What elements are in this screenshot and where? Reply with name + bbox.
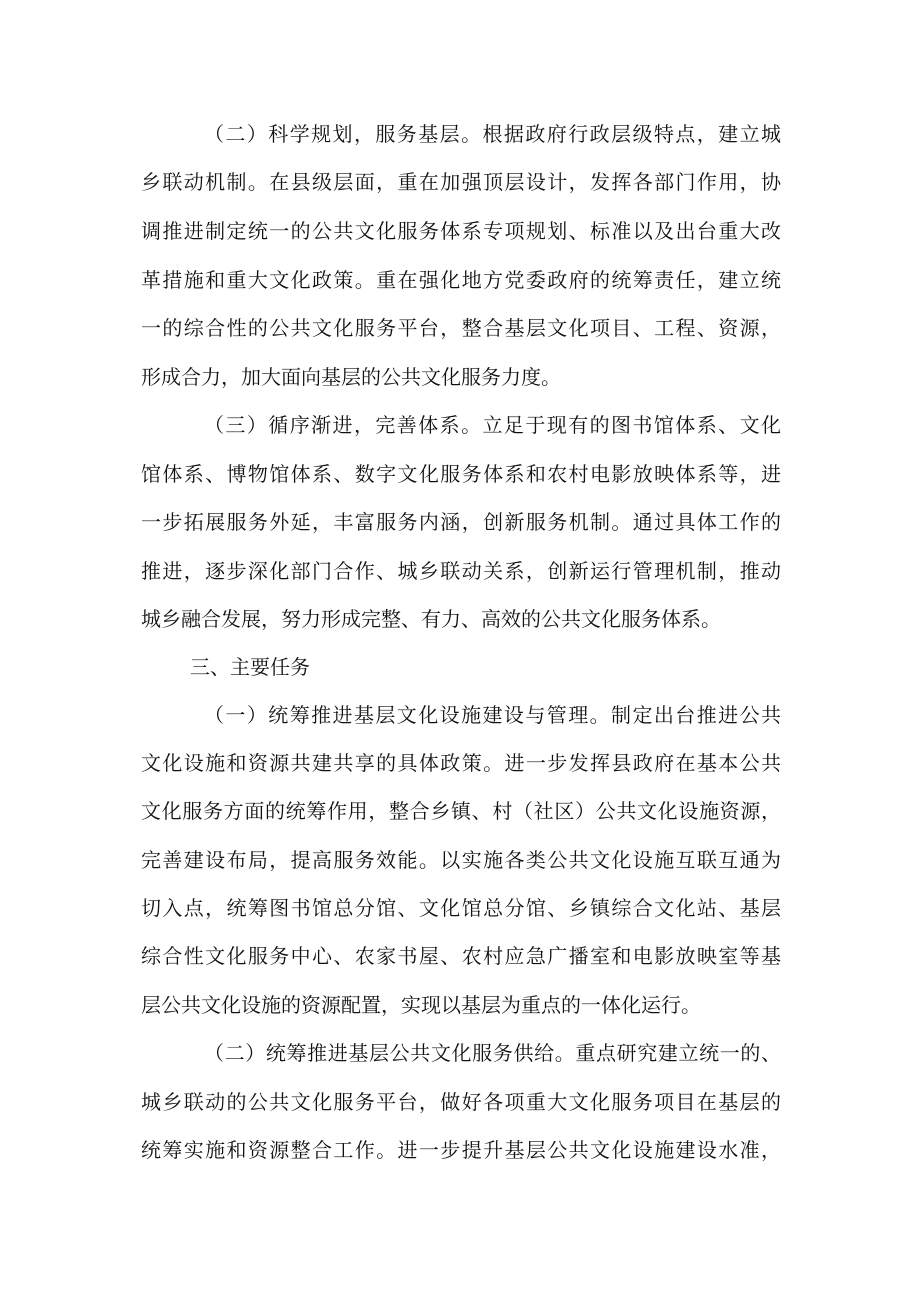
paragraph-2-2-line-5: 一的综合性的公共文化服务平台，整合基层文化项目、工程、资源， xyxy=(141,316,781,340)
paragraph-3-1-line-1: （一）统筹推进基层文化设施建设与管理。制定出台推进公共 xyxy=(204,703,781,727)
paragraph-2-2-line-4: 革措施和重大文化政策。重在强化地方党委政府的统筹责任，建立统 xyxy=(141,268,781,292)
paragraph-2-2-line-3: 调推进制定统一的公共文化服务体系专项规划、标准以及出台重大改 xyxy=(141,219,781,243)
paragraph-3-1-line-3: 文化服务方面的统筹作用，整合乡镇、村（社区）公共文化设施资源， xyxy=(141,799,781,823)
paragraph-3-2-line-2: 城乡联动的公共文化服务平台，做好各项重大文化服务项目在基层的 xyxy=(141,1090,781,1114)
paragraph-2-2-line-2: 乡联动机制。在县级层面，重在加强顶层设计，发挥各部门作用，协 xyxy=(141,170,781,194)
section-heading-main-tasks: 三、主要任务 xyxy=(190,655,310,679)
paragraph-3-2-line-3: 统筹实施和资源整合工作。进一步提升基层公共文化设施建设水准， xyxy=(141,1138,781,1162)
paragraph-3-2-line-1: （二）统筹推进基层公共文化服务供给。重点研究建立统一的、 xyxy=(204,1041,781,1065)
paragraph-3-1-line-6: 综合性文化服务中心、农家书屋、农村应急广播室和电影放映室等基 xyxy=(141,944,781,968)
paragraph-2-3-line-5: 城乡融合发展，努力形成完整、有力、高效的公共文化服务体系。 xyxy=(141,607,721,631)
paragraph-3-1-line-5: 切入点，统筹图书馆总分馆、文化馆总分馆、乡镇综合文化站、基层 xyxy=(141,896,781,920)
paragraph-3-1-line-7: 层公共文化设施的资源配置，实现以基层为重点的一体化运行。 xyxy=(141,993,701,1017)
paragraph-2-3-line-3: 一步拓展服务外延，丰富服务内涵，创新服务机制。通过具体工作的 xyxy=(141,510,781,534)
paragraph-2-2-line-1: （二）科学规划，服务基层。根据政府行政层级特点，建立城 xyxy=(204,122,781,146)
paragraph-2-3-line-1: （三）循序渐进，完善体系。立足于现有的图书馆体系、文化 xyxy=(204,413,781,437)
paragraph-2-2-line-6: 形成合力，加大面向基层的公共文化服务力度。 xyxy=(141,365,561,389)
paragraph-3-1-line-4: 完善建设布局，提高服务效能。以实施各类公共文化设施互联互通为 xyxy=(141,848,781,872)
paragraph-2-3-line-2: 馆体系、博物馆体系、数字文化服务体系和农村电影放映体系等，进 xyxy=(141,462,781,486)
paragraph-2-3-line-4: 推进，逐步深化部门合作、城乡联动关系，创新运行管理机制，推动 xyxy=(141,559,781,583)
paragraph-3-1-line-2: 文化设施和资源共建共享的具体政策。进一步发挥县政府在基本公共 xyxy=(141,751,781,775)
